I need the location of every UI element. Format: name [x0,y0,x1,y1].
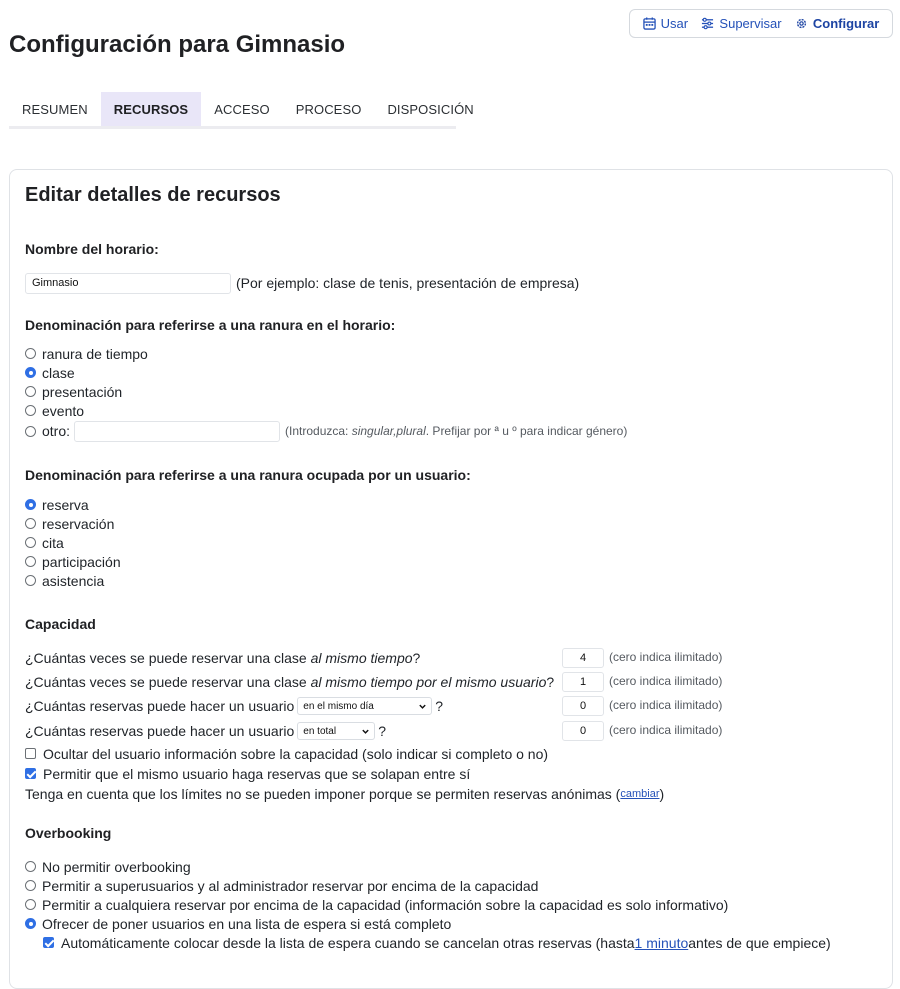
slot-term-option[interactable]: clase [25,363,627,382]
other-term-input[interactable] [74,421,280,442]
mode-switcher [629,9,893,38]
card-title: Editar detalles de recursos [25,184,281,206]
total-select[interactable]: en total [297,722,375,740]
mode-supervise[interactable]: Supervisar [701,16,781,31]
booked-term-option[interactable]: reservación [25,514,121,533]
same-user-capacity-input[interactable] [562,672,604,692]
slot-term-label: Denominación para referirse a una ranura en el horario: [25,317,396,333]
tab-acceso[interactable]: ACCESO [214,102,270,117]
waitlist-time-link[interactable]: 1 minuto [634,934,689,951]
allow-overlap-option[interactable]: Permitir que el mismo usuario haga reservas que se solapan entre sí [25,764,470,783]
booked-term-options [25,495,121,590]
zero-unlimited-hint: (cero indica ilimitado) [609,723,723,737]
tab-bar [9,92,474,129]
booked-term-option[interactable]: participación [25,552,121,571]
concurrent-capacity-input[interactable] [562,648,604,668]
radio-icon[interactable] [25,426,36,437]
tab-resumen[interactable]: RESUMEN [22,102,88,117]
overbooking-option[interactable]: No permitir overbooking [25,857,831,876]
radio-icon[interactable] [25,556,36,567]
radio-selected-icon[interactable] [25,499,36,510]
gear-icon [795,17,808,30]
booked-term-option[interactable]: asistencia [25,571,121,590]
radio-icon[interactable] [25,575,36,586]
capacity-row-per-period: ¿Cuántas reservas puede hacer un usuario en el mismo día ? 0 (cero indica ilimitado) [25,695,875,717]
overbooking-label: Overbooking [25,825,112,841]
slot-term-options [25,344,627,442]
radio-icon[interactable] [25,348,36,359]
booked-term-option[interactable]: reserva [25,495,121,514]
booked-term-option[interactable]: cita [25,533,121,552]
resource-details-card [9,169,893,989]
slot-term-option[interactable]: presentación [25,382,627,401]
sliders-icon [701,17,714,30]
radio-icon[interactable] [25,518,36,529]
booked-term-label: Denominación para referirse a una ranura ocupada por un usuario: [25,467,471,483]
overbooking-options [25,857,831,952]
radio-icon[interactable] [25,880,36,891]
chevron-down-icon [361,727,370,736]
mode-use[interactable]: Usar [643,16,688,31]
slot-term-option-other[interactable]: otro: (Introduzca: singular,plural. Prefijar por ª u º para indicar género) [25,420,627,442]
checkbox-checked-icon[interactable] [43,937,54,948]
tab-recursos[interactable]: RECURSOS [101,92,201,126]
schedule-name-label: Nombre del horario: [25,241,159,257]
capacity-row-same-user: ¿Cuántas veces se puede reservar una clase al mismo tiempo por el mismo usuario? 1 (cero indica ilimitado) [25,671,875,693]
overbooking-option[interactable]: Ofrecer de poner usuarios en una lista de espera si está completo [25,914,831,933]
zero-unlimited-hint: (cero indica ilimitado) [609,698,723,712]
radio-icon[interactable] [25,861,36,872]
chevron-down-icon [418,702,427,711]
radio-icon[interactable] [25,537,36,548]
tab-proceso[interactable]: PROCESO [295,102,362,117]
radio-selected-icon[interactable] [25,918,36,929]
radio-icon[interactable] [25,386,36,397]
total-limit-input[interactable] [562,721,604,741]
schedule-name-input[interactable] [25,273,231,294]
zero-unlimited-hint: (cero indica ilimitado) [609,674,723,688]
period-select[interactable]: en el mismo día [297,697,432,715]
tab-disposicion[interactable]: DISPOSICIÓN [387,102,474,117]
capacity-label: Capacidad [25,616,96,632]
checkbox-icon[interactable] [25,748,36,759]
slot-term-option[interactable]: ranura de tiempo [25,344,627,363]
auto-waitlist-option[interactable]: Automáticamente colocar desde la lista de espera cuando se cancelan otras reservas (hasta 1 minuto antes de que empiece) [25,933,831,952]
slot-term-option[interactable]: evento [25,401,627,420]
mode-configure[interactable]: Configurar [795,16,879,31]
schedule-name-hint: (Por ejemplo: clase de tenis, presentación de empresa) [236,275,580,291]
anonymous-note: Tenga en cuenta que los límites no se pueden imponer porque se permiten reservas anónimas ( cambiar ) [25,785,665,802]
calendar-icon [643,17,656,30]
overbooking-option[interactable]: Permitir a superusuarios y al administrador reservar por encima de la capacidad [25,876,831,895]
overbooking-option[interactable]: Permitir a cualquiera reservar por encima de la capacidad (información sobre la capacidad es solo informativo) [25,895,831,914]
checkbox-checked-icon[interactable] [25,768,36,779]
capacity-row-concurrent: ¿Cuántas veces se puede reservar una clase al mismo tiempo? 4 (cero indica ilimitado) [25,647,875,669]
radio-selected-icon[interactable] [25,367,36,378]
change-link[interactable]: cambiar [620,787,660,800]
radio-icon[interactable] [25,899,36,910]
page-title: Configuración para Gimnasio [9,31,346,58]
per-period-limit-input[interactable] [562,696,604,716]
capacity-row-total: ¿Cuántas reservas puede hacer un usuario en total ? 0 (cero indica ilimitado) [25,720,875,742]
other-term-hint: (Introduzca: singular,plural. Prefijar por ª u º para indicar género) [285,424,628,438]
radio-icon[interactable] [25,405,36,416]
hide-capacity-option[interactable]: Ocultar del usuario información sobre la capacidad (solo indicar si completo o no) [25,744,548,763]
zero-unlimited-hint: (cero indica ilimitado) [609,650,723,664]
